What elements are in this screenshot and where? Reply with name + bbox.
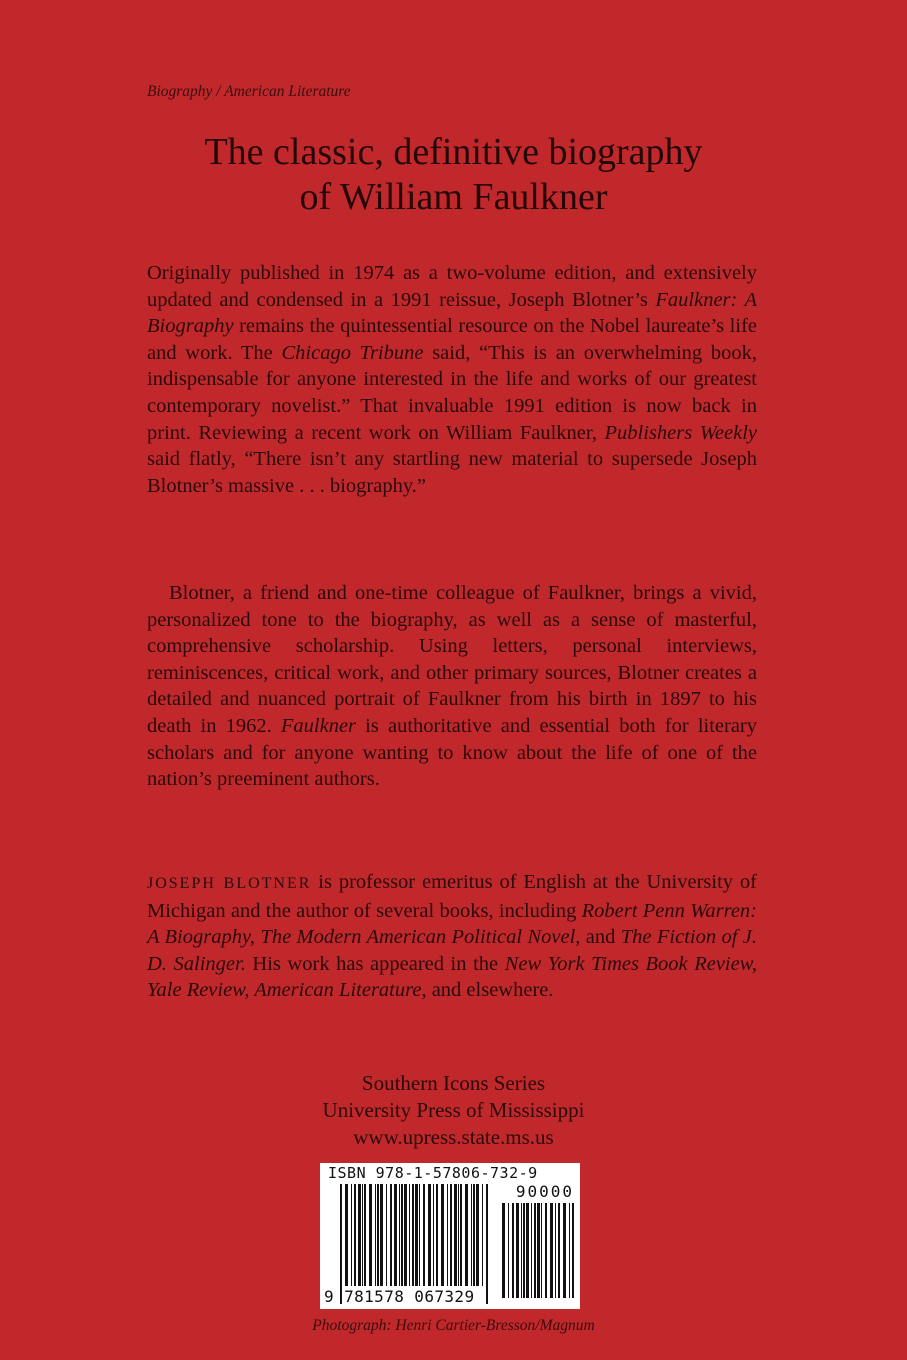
barcode-bar: [482, 1184, 483, 1286]
barcode-bar: [558, 1203, 560, 1298]
italic-title-run: Publishers Weekly: [604, 421, 758, 444]
barcode-bar: [433, 1184, 434, 1286]
barcode-bar: [404, 1184, 407, 1286]
text-run: remains the quintessential resource on the Nobel laureate’s life and work. The: [147, 315, 757, 364]
barcode-bar: [351, 1184, 352, 1286]
isbn-barcode: [320, 1163, 580, 1309]
isbn-label: ISBN 978-1-57806-732-9: [328, 1164, 538, 1182]
barcode-bar: [502, 1203, 505, 1298]
barcode-bar: [409, 1184, 410, 1286]
text-run: is professor emeritus of English at the University of Michigan and the author of several books, including: [147, 871, 757, 922]
barcode-bar: [458, 1184, 459, 1286]
barcode-bar: [340, 1184, 342, 1304]
barcode-bar: [369, 1184, 372, 1286]
author-name: JOSEPH BLOTNER: [147, 875, 312, 892]
barcode-bar: [473, 1184, 475, 1286]
text-run: His work has appeared in the: [245, 952, 505, 975]
barcode-bar: [358, 1184, 361, 1286]
barcode-bar: [545, 1203, 547, 1298]
barcode-bar: [572, 1203, 574, 1298]
headline: [100, 130, 807, 220]
barcode-bar: [375, 1184, 376, 1286]
author-bio: [147, 869, 757, 1004]
ean-bars: [340, 1184, 490, 1304]
barcode-bar: [415, 1184, 418, 1286]
publisher-name: University Press of Mississippi: [322, 1098, 585, 1122]
barcode-bar: [428, 1184, 431, 1286]
barcode-bar: [447, 1184, 448, 1286]
addon-bars: [502, 1203, 574, 1303]
barcode-bar: [516, 1203, 519, 1298]
barcode-bar: [555, 1203, 556, 1298]
barcode-bar: [550, 1203, 553, 1298]
barcode-bar: [386, 1184, 387, 1286]
italic-title-run: Faulkner: [280, 714, 357, 737]
category-label: Biography / American Literature: [147, 83, 351, 100]
text-run: and elsewhere.: [426, 979, 554, 1002]
series-name: Southern Icons Series: [361, 1071, 546, 1095]
barcode-bar: [512, 1203, 514, 1298]
ean-number: 9 781578 067329: [324, 1287, 475, 1306]
barcode-bar: [401, 1184, 403, 1286]
barcode-bar: [541, 1203, 542, 1298]
barcode-bar: [390, 1184, 392, 1286]
text-run: and: [580, 926, 621, 949]
barcode-bar: [436, 1184, 438, 1286]
barcode-bar: [394, 1184, 397, 1286]
barcode-bar: [508, 1203, 509, 1298]
barcode-bar: [534, 1203, 536, 1298]
italic-title-run: Robert Penn Warren: A Biography, The Modern American Political Novel,: [147, 899, 757, 949]
barcode-bar: [412, 1184, 414, 1286]
barcode-bar: [476, 1184, 479, 1286]
barcode-bar: [531, 1203, 532, 1298]
text-run: said flatly, “There isn’t any startling new material to supersede Joseph Blotner’s massive . . . biography.”: [147, 448, 757, 497]
barcode-bar: [354, 1184, 356, 1286]
photo-credit: Photograph: Henri Cartier-Bresson/Magnum: [312, 1317, 595, 1334]
text-run: said, “This is an overwhelming book, indispensable for anyone interested in the life and works of our greatest contemporary novelist.” That invaluable 1991 edition is now back in print. Reviewing a recent work on William Faulkner,: [147, 341, 758, 444]
barcode-bar: [364, 1184, 366, 1286]
publisher-website: www.upress.state.ms.us: [353, 1125, 554, 1149]
barcode-bar: [380, 1184, 383, 1286]
barcode-bar: [563, 1203, 566, 1298]
italic-title-run: The Fiction of J. D. Salinger.: [147, 926, 757, 975]
barcode-bar: [537, 1203, 540, 1298]
barcode-bar: [399, 1184, 400, 1286]
barcode-bar: [362, 1184, 363, 1286]
barcode-bar: [419, 1184, 420, 1286]
barcode-bar: [460, 1184, 462, 1286]
description-paragraph-2: [147, 580, 757, 793]
italic-title-run: Faulkner: A Biography: [147, 288, 758, 338]
headline-line-1: The classic, definitive biography: [204, 131, 703, 173]
publisher-block: [100, 1070, 807, 1151]
barcode-bar: [471, 1184, 472, 1286]
italic-title-run: Chicago Tribune: [281, 341, 424, 364]
price-addon-number: 90000: [515, 1182, 574, 1201]
text-run: Originally published in 1974 as a two-volume edition, and extensively updated and condensed in a 1991 reissue, Joseph Blotner’s: [147, 262, 757, 311]
barcode-bar: [423, 1184, 425, 1286]
barcode-bar: [521, 1203, 522, 1298]
barcode-bar: [454, 1184, 457, 1286]
barcode-bar: [345, 1184, 348, 1286]
barcode-bar: [450, 1184, 452, 1286]
barcode-bar: [523, 1203, 525, 1298]
barcode-bar: [486, 1184, 488, 1304]
barcode-bar: [526, 1203, 529, 1298]
text-run: Blotner, a friend and one-time colleague of Faulkner, brings a vivid, personalized tone to the biography, as well as a sense of masterful, comprehensive scholarship. Using letters, personal interviews, reminiscences, critical work, and other primary sources, Blotner creates a detailed and nuanced portrait of Faulkner from his birth in 1897 to his death in 1962.: [147, 582, 757, 737]
barcode-bar: [377, 1184, 379, 1286]
headline-line-2: of William Faulkner: [299, 176, 608, 218]
italic-title-run: New York Times Book Review, Yale Review, American Literature,: [147, 952, 757, 1002]
text-run: is authoritative and essential both for literary scholars and for anyone wanting to know about the life of one of the nation’s preeminent authors.: [147, 714, 758, 791]
barcode-bar: [569, 1203, 570, 1298]
barcode-bar: [441, 1184, 444, 1286]
barcode-bar: [465, 1184, 468, 1286]
description-paragraph-1: [147, 260, 757, 499]
